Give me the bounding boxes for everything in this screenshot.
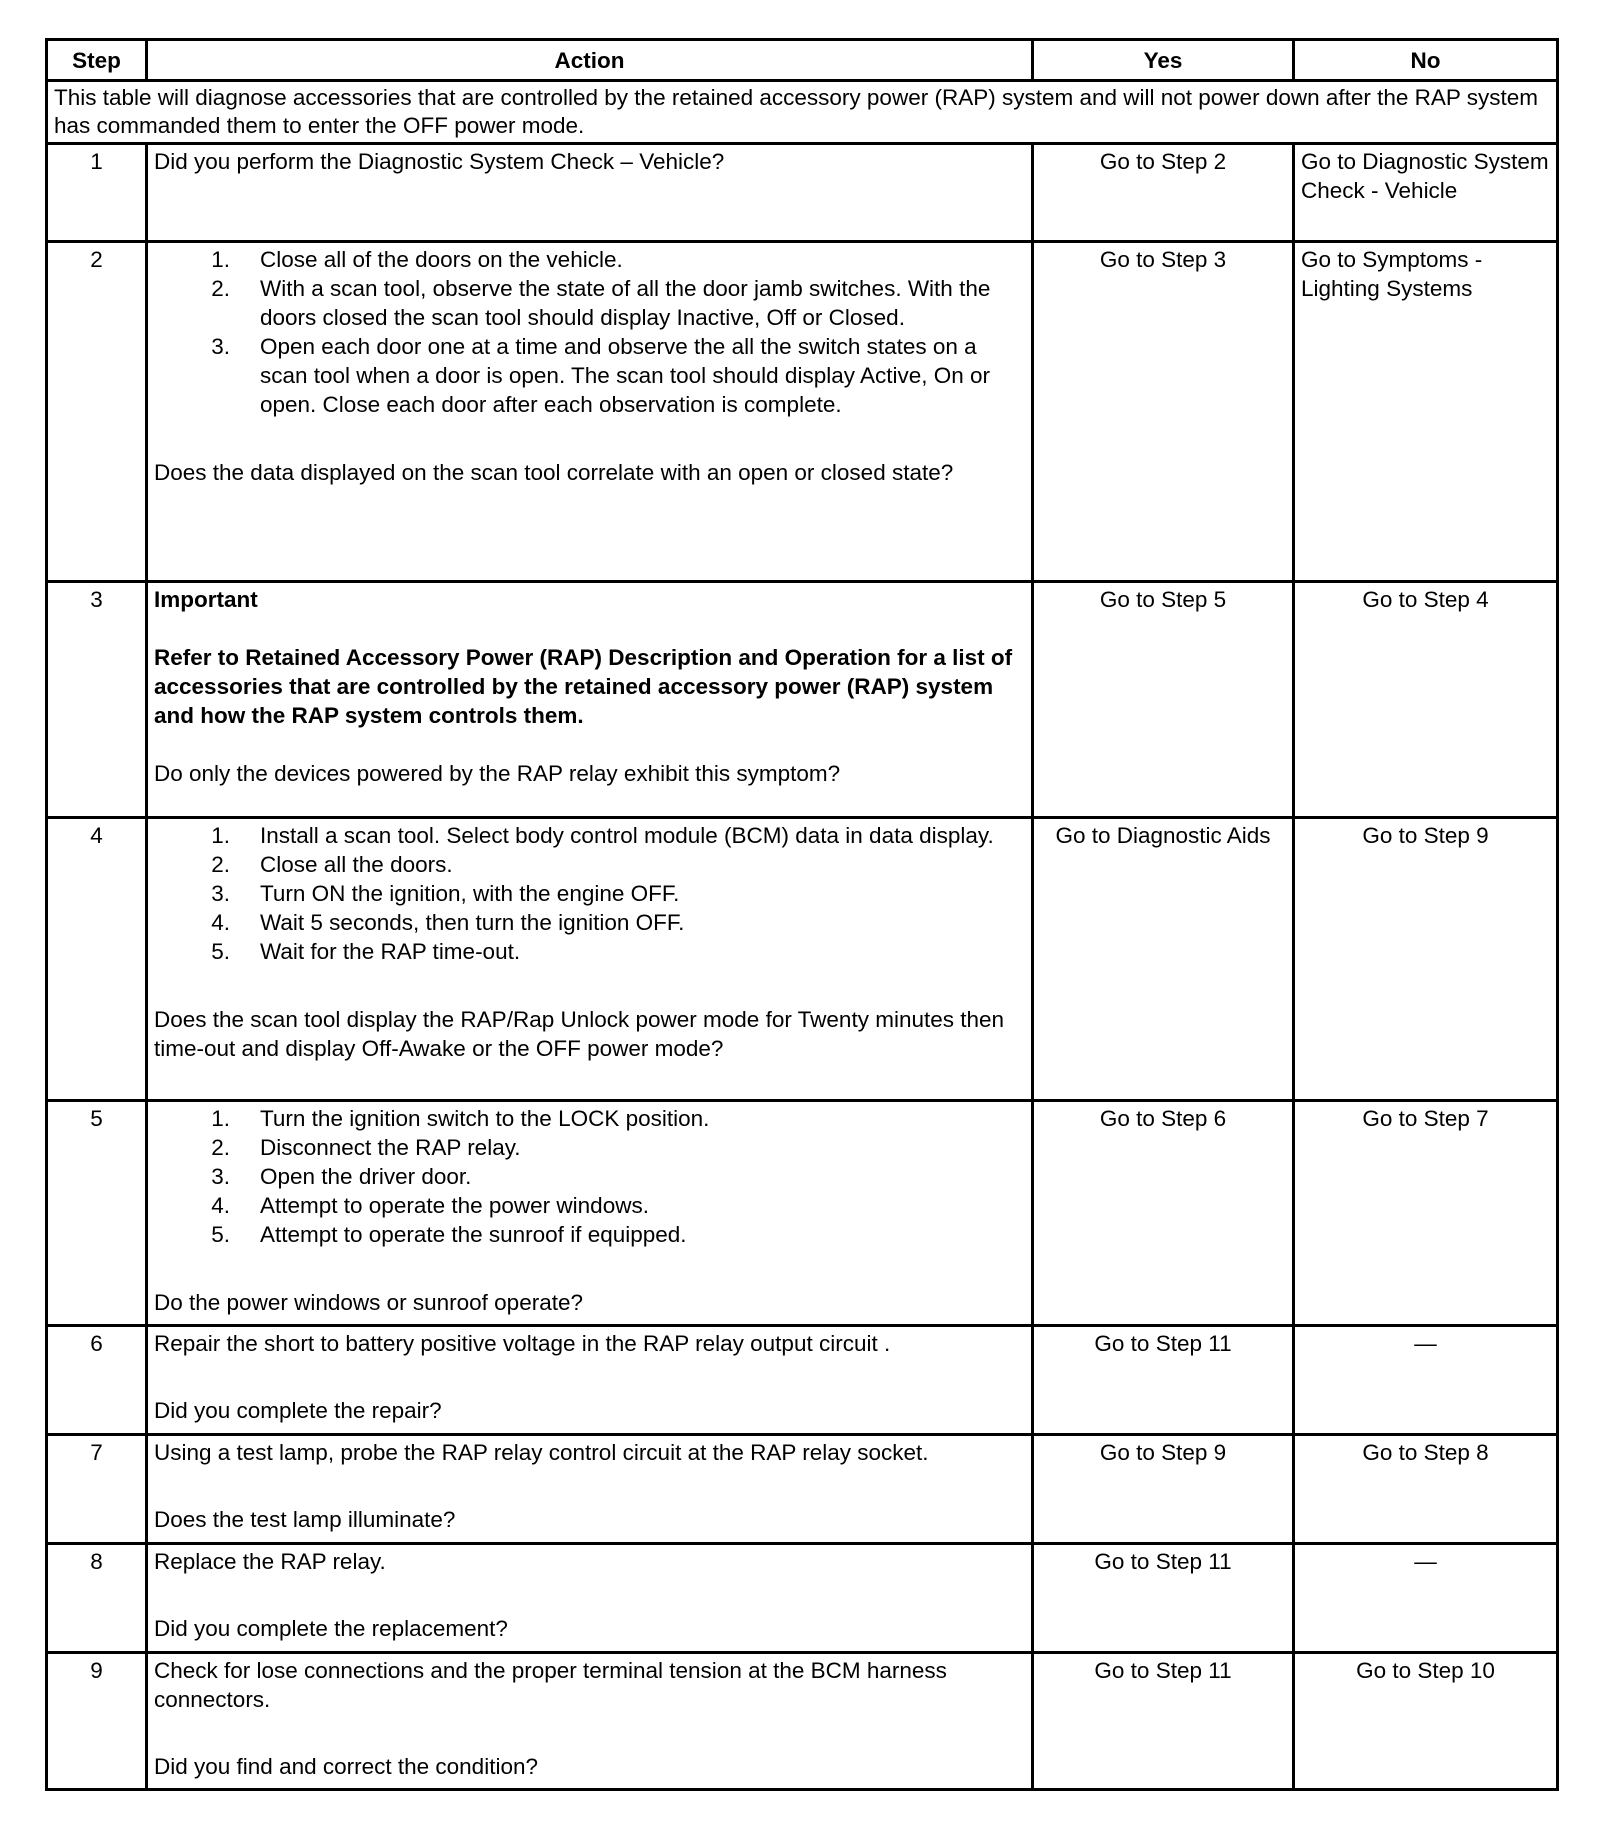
header-step: Step — [47, 40, 147, 81]
yes-cell: Go to Step 2 — [1033, 144, 1294, 242]
action-cell — [147, 1435, 1033, 1544]
step-number: 8 — [47, 1544, 147, 1653]
action-text: Replace the RAP relay. — [154, 1549, 386, 1574]
list-item — [154, 1133, 1025, 1162]
list-item-number: 4. — [211, 1193, 230, 1218]
action-text: Repair the short to battery positive voltage in the RAP relay output circuit . — [154, 1331, 891, 1356]
list-item-text: Attempt to operate the sunroof if equipped. — [260, 1222, 687, 1247]
list-item-number: 3. — [211, 334, 230, 359]
no-cell: Go to Step 9 — [1294, 818, 1558, 1101]
list-item-text: Wait 5 seconds, then turn the ignition OFF. — [260, 910, 685, 935]
action-question: Do only the devices powered by the RAP relay exhibit this symptom? — [154, 761, 841, 786]
yes-cell: Go to Step 11 — [1033, 1544, 1294, 1653]
yes-cell: Go to Step 11 — [1033, 1326, 1294, 1435]
list-item — [154, 274, 1025, 332]
step-number: 1 — [47, 144, 147, 242]
list-item — [154, 1162, 1025, 1191]
yes-cell: Go to Step 9 — [1033, 1435, 1294, 1544]
yes-cell: Go to Step 3 — [1033, 242, 1294, 582]
list-item-text: Turn the ignition switch to the LOCK position. — [260, 1106, 710, 1131]
step-number: 5 — [47, 1101, 147, 1326]
no-cell: Go to Step 10 — [1294, 1653, 1558, 1790]
list-item-text: Disconnect the RAP relay. — [260, 1135, 521, 1160]
action-question: Do the power windows or sunroof operate? — [154, 1290, 583, 1315]
action-text: Using a test lamp, probe the RAP relay control circuit at the RAP relay socket. — [154, 1440, 929, 1465]
list-item-number: 5. — [211, 1222, 230, 1247]
list-item-text: Attempt to operate the power windows. — [260, 1193, 649, 1218]
header-action: Action — [147, 40, 1033, 81]
list-item-text: Wait for the RAP time-out. — [260, 939, 521, 964]
table-row — [47, 1544, 1558, 1653]
list-item-number: 1. — [211, 247, 230, 272]
table-header-row — [47, 40, 1558, 81]
action-question: Does the scan tool display the RAP/Rap Unlock power mode for Twenty minutes then time-out and display Off-Awake or the OFF power mode? — [154, 1007, 1005, 1061]
action-cell — [147, 1101, 1033, 1326]
yes-cell: Go to Step 6 — [1033, 1101, 1294, 1326]
list-item — [154, 332, 1025, 419]
action-cell — [147, 242, 1033, 582]
list-item-number: 2. — [211, 1135, 230, 1160]
yes-cell: Go to Step 5 — [1033, 582, 1294, 818]
header-no: No — [1294, 40, 1558, 81]
list-item — [154, 1191, 1025, 1220]
list-item — [154, 1104, 1025, 1133]
list-item — [154, 937, 1025, 966]
list-item-number: 2. — [211, 852, 230, 877]
list-item-number: 1. — [211, 1106, 230, 1131]
action-question: Did you find and correct the condition? — [154, 1754, 538, 1779]
list-item-number: 3. — [211, 881, 230, 906]
action-cell — [147, 1326, 1033, 1435]
list-item-text: Open the driver door. — [260, 1164, 472, 1189]
table-row — [47, 242, 1558, 582]
step-number: 3 — [47, 582, 147, 818]
list-item-number: 3. — [211, 1164, 230, 1189]
header-yes: Yes — [1033, 40, 1294, 81]
action-text: Check for lose connections and the proper terminal tension at the BCM harness connectors. — [154, 1658, 947, 1712]
procedure-list — [154, 821, 1025, 966]
action-cell — [147, 1544, 1033, 1653]
action-cell — [147, 818, 1033, 1101]
list-item-text: Turn ON the ignition, with the engine OFF. — [260, 881, 680, 906]
procedure-list — [154, 1104, 1025, 1249]
table-row — [47, 1101, 1558, 1326]
action-question: Did you perform the Diagnostic System Check – Vehicle? — [154, 149, 725, 174]
action-question: Does the data displayed on the scan tool correlate with an open or closed state? — [154, 460, 954, 485]
action-cell — [147, 1653, 1033, 1790]
intro-row — [47, 81, 1558, 144]
step-number: 6 — [47, 1326, 147, 1435]
list-item — [154, 821, 1025, 850]
list-item-text: Install a scan tool. Select body control module (BCM) data in data display. — [260, 823, 994, 848]
no-cell: Go to Symptoms - Lighting Systems — [1294, 242, 1558, 582]
diagnostic-table — [45, 38, 1559, 1791]
list-item — [154, 1220, 1025, 1249]
table-row — [47, 1435, 1558, 1544]
list-item — [154, 908, 1025, 937]
step-number: 9 — [47, 1653, 147, 1790]
list-item — [154, 879, 1025, 908]
no-cell: — — [1294, 1544, 1558, 1653]
list-item-number: 2. — [211, 276, 230, 301]
intro-text: This table will diagnose accessories that are controlled by the retained accessory power (RAP) system and will not power down after the RAP system has commanded them to enter the OFF power mode. — [47, 81, 1558, 144]
step-number: 7 — [47, 1435, 147, 1544]
table-row — [47, 582, 1558, 818]
action-question: Did you complete the replacement? — [154, 1616, 508, 1641]
no-cell: — — [1294, 1326, 1558, 1435]
list-item-text: With a scan tool, observe the state of all the door jamb switches. With the doors closed the scan tool should display Inactive, Off or Closed. — [260, 276, 991, 330]
step-number: 4 — [47, 818, 147, 1101]
list-item-number: 4. — [211, 910, 230, 935]
important-title: Important — [154, 587, 258, 612]
action-cell — [147, 144, 1033, 242]
no-cell: Go to Diagnostic System Check - Vehicle — [1294, 144, 1558, 242]
procedure-list — [154, 245, 1025, 419]
yes-cell: Go to Diagnostic Aids — [1033, 818, 1294, 1101]
table-row — [47, 1653, 1558, 1790]
list-item-text: Close all of the doors on the vehicle. — [260, 247, 623, 272]
table-row — [47, 818, 1558, 1101]
table-row — [47, 144, 1558, 242]
step-number: 2 — [47, 242, 147, 582]
list-item-text: Close all the doors. — [260, 852, 453, 877]
no-cell: Go to Step 8 — [1294, 1435, 1558, 1544]
action-cell — [147, 582, 1033, 818]
action-question: Does the test lamp illuminate? — [154, 1507, 456, 1532]
no-cell: Go to Step 7 — [1294, 1101, 1558, 1326]
list-item — [154, 850, 1025, 879]
list-item-number: 1. — [211, 823, 230, 848]
important-text: Refer to Retained Accessory Power (RAP) Description and Operation for a list of accessories that are controlled by the retained accessory power (RAP) system and how the RAP system controls them. — [154, 645, 1013, 728]
yes-cell: Go to Step 11 — [1033, 1653, 1294, 1790]
list-item-text: Open each door one at a time and observe the all the switch states on a scan tool when a door is open. The scan tool should display Active, On or open. Close each door after each observation is complete. — [260, 334, 991, 417]
list-item — [154, 245, 1025, 274]
table-row — [47, 1326, 1558, 1435]
action-question: Did you complete the repair? — [154, 1398, 442, 1423]
no-cell: Go to Step 4 — [1294, 582, 1558, 818]
list-item-number: 5. — [211, 939, 230, 964]
